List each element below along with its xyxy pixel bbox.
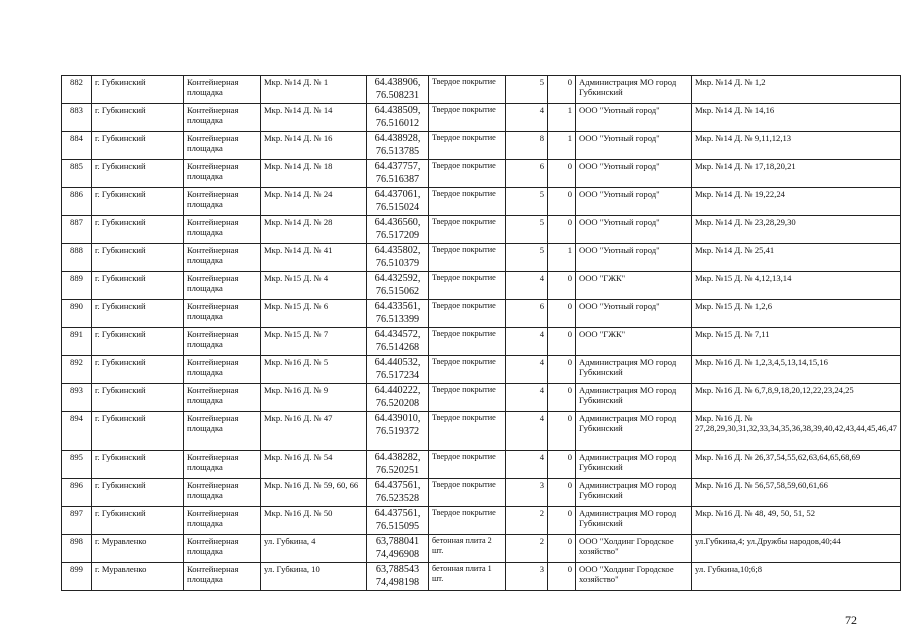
cell-bin-count: 0 <box>548 535 576 563</box>
latitude: 64.432592, <box>374 273 421 284</box>
cell-site-type: Контейнерная площадка <box>184 132 261 160</box>
cell-bin-count: 1 <box>548 104 576 132</box>
cell-city: г. Губкинский <box>92 244 184 272</box>
longitude: 76.513399 <box>375 313 420 325</box>
cell-container-count: 5 <box>506 244 548 272</box>
cell-container-count: 3 <box>506 563 548 591</box>
longitude: 76.516387 <box>375 173 420 185</box>
latitude: 63,788543 <box>375 564 420 575</box>
cell-served-addresses: Мкр. №15 Д. № 1,2,6 <box>692 300 901 328</box>
cell-bin-count: 0 <box>548 563 576 591</box>
cell-owner: Администрация МО город Губкинский <box>576 412 692 451</box>
page-number: 72 <box>845 613 857 627</box>
longitude: 76.520251 <box>375 464 420 476</box>
cell-city: г. Муравленко <box>92 563 184 591</box>
cell-bin-count: 0 <box>548 356 576 384</box>
cell-coordinates <box>367 479 429 507</box>
cell-number: 886 <box>62 188 92 216</box>
latitude: 64.437757, <box>374 161 421 172</box>
cell-number: 885 <box>62 160 92 188</box>
cell-address: Мкр. №14 Д. № 28 <box>261 216 367 244</box>
longitude: 76.510379 <box>375 257 420 269</box>
cell-container-count: 5 <box>506 216 548 244</box>
cell-city: г. Губкинский <box>92 300 184 328</box>
table-row <box>62 451 901 479</box>
cell-bin-count: 0 <box>548 412 576 451</box>
cell-owner: Администрация МО город Губкинский <box>576 507 692 535</box>
cell-owner: ООО "ГЖК" <box>576 272 692 300</box>
cell-bin-count: 0 <box>548 451 576 479</box>
cell-coordinates <box>367 272 429 300</box>
cell-container-count: 4 <box>506 104 548 132</box>
latitude: 64.438906, <box>374 77 421 88</box>
cell-owner: ООО "Уютный город" <box>576 300 692 328</box>
cell-address: Мкр. №16 Д. № 9 <box>261 384 367 412</box>
cell-coordinates <box>367 412 429 451</box>
cell-bin-count: 0 <box>548 160 576 188</box>
cell-site-type: Контейнерная площадка <box>184 188 261 216</box>
cell-owner: Администрация МО город Губкинский <box>576 451 692 479</box>
cell-served-addresses: Мкр. №16 Д. № 26,37,54,55,62,63,64,65,68,69 <box>692 451 901 479</box>
longitude: 76.514268 <box>375 341 420 353</box>
longitude: 76.515095 <box>375 520 420 532</box>
table-row <box>62 328 901 356</box>
cell-city: г. Губкинский <box>92 328 184 356</box>
longitude: 76.517234 <box>375 369 420 381</box>
cell-city: г. Губкинский <box>92 384 184 412</box>
cell-number: 887 <box>62 216 92 244</box>
cell-served-addresses: Мкр. №14 Д. № 19,22,24 <box>692 188 901 216</box>
cell-number: 893 <box>62 384 92 412</box>
cell-owner: ООО "Уютный город" <box>576 216 692 244</box>
cell-coordinates <box>367 535 429 563</box>
latitude: 64.434572, <box>374 329 421 340</box>
cell-owner: ООО "Уютный город" <box>576 104 692 132</box>
cell-address: Мкр. №16 Д. № 5 <box>261 356 367 384</box>
longitude: 74,496908 <box>375 548 420 560</box>
cell-number: 890 <box>62 300 92 328</box>
table-row <box>62 272 901 300</box>
cell-bin-count: 0 <box>548 300 576 328</box>
cell-number: 882 <box>62 76 92 104</box>
cell-surface: Твердое покрытие <box>429 384 506 412</box>
cell-coordinates <box>367 160 429 188</box>
latitude: 64.438282, <box>374 452 421 463</box>
cell-site-type: Контейнерная площадка <box>184 384 261 412</box>
cell-surface: Твердое покрытие <box>429 76 506 104</box>
cell-container-count: 4 <box>506 384 548 412</box>
cell-container-count: 2 <box>506 535 548 563</box>
cell-bin-count: 0 <box>548 328 576 356</box>
cell-address: Мкр. №14 Д. № 14 <box>261 104 367 132</box>
cell-surface: Твердое покрытие <box>429 479 506 507</box>
cell-number: 892 <box>62 356 92 384</box>
cell-address: Мкр. №16 Д. № 54 <box>261 451 367 479</box>
cell-city: г. Губкинский <box>92 507 184 535</box>
cell-surface: Твердое покрытие <box>429 216 506 244</box>
cell-owner: ООО "Уютный город" <box>576 188 692 216</box>
table-row <box>62 216 901 244</box>
cell-container-count: 6 <box>506 160 548 188</box>
table-row <box>62 356 901 384</box>
cell-served-addresses: Мкр. №14 Д. № 23,28,29,30 <box>692 216 901 244</box>
cell-container-count: 8 <box>506 132 548 160</box>
cell-served-addresses: Мкр. №14 Д. № 14,16 <box>692 104 901 132</box>
cell-surface: бетонная плита 1 шт. <box>429 563 506 591</box>
cell-bin-count: 1 <box>548 132 576 160</box>
cell-surface: Твердое покрытие <box>429 507 506 535</box>
cell-coordinates <box>367 300 429 328</box>
latitude: 64.438509, <box>374 105 421 116</box>
cell-bin-count: 0 <box>548 216 576 244</box>
cell-container-count: 4 <box>506 451 548 479</box>
cell-number: 895 <box>62 451 92 479</box>
cell-site-type: Контейнерная площадка <box>184 535 261 563</box>
cell-number: 896 <box>62 479 92 507</box>
latitude: 64.439010, <box>374 413 421 424</box>
table-row <box>62 563 901 591</box>
cell-site-type: Контейнерная площадка <box>184 216 261 244</box>
cell-bin-count: 0 <box>548 384 576 412</box>
cell-bin-count: 0 <box>548 76 576 104</box>
cell-surface: Твердое покрытие <box>429 104 506 132</box>
cell-coordinates <box>367 451 429 479</box>
cell-site-type: Контейнерная площадка <box>184 479 261 507</box>
cell-address: Мкр. №14 Д. № 41 <box>261 244 367 272</box>
cell-address: Мкр. №16 Д. № 50 <box>261 507 367 535</box>
cell-served-addresses: ул. Губкина,10;6;8 <box>692 563 901 591</box>
cell-surface: Твердое покрытие <box>429 188 506 216</box>
cell-surface: Твердое покрытие <box>429 412 506 451</box>
cell-owner: ООО "Холдинг Городское хозяйство" <box>576 535 692 563</box>
cell-container-count: 5 <box>506 188 548 216</box>
cell-address: Мкр. №14 Д. № 16 <box>261 132 367 160</box>
cell-address: Мкр. №15 Д. № 4 <box>261 272 367 300</box>
longitude: 76.515024 <box>375 201 420 213</box>
cell-owner: Администрация МО город Губкинский <box>576 76 692 104</box>
table-row <box>62 479 901 507</box>
cell-served-addresses: Мкр. №16 Д. № 1,2,3,4,5,13,14,15,16 <box>692 356 901 384</box>
longitude: 76.516012 <box>375 117 420 129</box>
cell-served-addresses: ул.Губкина,4; ул.Дружбы народов,40;44 <box>692 535 901 563</box>
latitude: 64.433561, <box>374 301 421 312</box>
cell-owner: ООО "Уютный город" <box>576 132 692 160</box>
cell-city: г. Губкинский <box>92 356 184 384</box>
table-body <box>62 76 901 591</box>
cell-address: Мкр. №16 Д. № 47 <box>261 412 367 451</box>
cell-served-addresses: Мкр. №15 Д. № 7,11 <box>692 328 901 356</box>
cell-coordinates <box>367 188 429 216</box>
cell-bin-count: 0 <box>548 188 576 216</box>
cell-city: г. Губкинский <box>92 479 184 507</box>
cell-city: г. Губкинский <box>92 272 184 300</box>
cell-address: Мкр. №14 Д. № 18 <box>261 160 367 188</box>
cell-coordinates <box>367 328 429 356</box>
table-row <box>62 188 901 216</box>
cell-container-count: 5 <box>506 76 548 104</box>
container-sites-table <box>61 75 901 591</box>
cell-number: 899 <box>62 563 92 591</box>
cell-number: 889 <box>62 272 92 300</box>
cell-site-type: Контейнерная площадка <box>184 328 261 356</box>
latitude: 64.436560, <box>374 217 421 228</box>
table-row <box>62 104 901 132</box>
cell-city: г. Губкинский <box>92 451 184 479</box>
longitude: 76.519372 <box>375 425 420 437</box>
cell-site-type: Контейнерная площадка <box>184 76 261 104</box>
cell-number: 883 <box>62 104 92 132</box>
latitude: 64.437561, <box>374 508 421 519</box>
cell-address: Мкр. №15 Д. № 6 <box>261 300 367 328</box>
cell-coordinates <box>367 76 429 104</box>
longitude: 76.513785 <box>375 145 420 157</box>
cell-bin-count: 0 <box>548 272 576 300</box>
cell-number: 888 <box>62 244 92 272</box>
cell-address: Мкр. №14 Д. № 24 <box>261 188 367 216</box>
table-row <box>62 412 901 451</box>
cell-city: г. Губкинский <box>92 188 184 216</box>
table-row <box>62 507 901 535</box>
cell-surface: Твердое покрытие <box>429 272 506 300</box>
cell-coordinates <box>367 356 429 384</box>
cell-city: г. Губкинский <box>92 104 184 132</box>
cell-served-addresses: Мкр. №14 Д. № 1,2 <box>692 76 901 104</box>
cell-site-type: Контейнерная площадка <box>184 451 261 479</box>
cell-container-count: 2 <box>506 507 548 535</box>
cell-city: г. Губкинский <box>92 216 184 244</box>
latitude: 64.440532, <box>374 357 421 368</box>
latitude: 63,788041 <box>375 536 420 547</box>
cell-owner: Администрация МО город Губкинский <box>576 479 692 507</box>
latitude: 64.440222, <box>374 385 421 396</box>
cell-city: г. Муравленко <box>92 535 184 563</box>
cell-served-addresses: Мкр. №16 Д. № 6,7,8,9,18,20,12,22,23,24,25 <box>692 384 901 412</box>
cell-site-type: Контейнерная площадка <box>184 104 261 132</box>
cell-served-addresses: Мкр. №16 Д. № 48, 49, 50, 51, 52 <box>692 507 901 535</box>
cell-container-count: 4 <box>506 412 548 451</box>
cell-address: ул. Губкина, 4 <box>261 535 367 563</box>
longitude: 76.515062 <box>375 285 420 297</box>
latitude: 64.435802, <box>374 245 421 256</box>
cell-served-addresses: Мкр. №14 Д. № 9,11,12,13 <box>692 132 901 160</box>
cell-coordinates <box>367 384 429 412</box>
cell-container-count: 3 <box>506 479 548 507</box>
table-row <box>62 76 901 104</box>
cell-city: г. Губкинский <box>92 160 184 188</box>
cell-surface: Твердое покрытие <box>429 160 506 188</box>
cell-owner: ООО "Уютный город" <box>576 160 692 188</box>
cell-coordinates <box>367 507 429 535</box>
table-row <box>62 384 901 412</box>
cell-site-type: Контейнерная площадка <box>184 507 261 535</box>
longitude: 76.523528 <box>375 492 420 504</box>
longitude: 76.517209 <box>375 229 420 241</box>
cell-surface: Твердое покрытие <box>429 244 506 272</box>
cell-number: 894 <box>62 412 92 451</box>
latitude: 64.437061, <box>374 189 421 200</box>
cell-container-count: 4 <box>506 328 548 356</box>
cell-number: 897 <box>62 507 92 535</box>
table-row <box>62 300 901 328</box>
cell-served-addresses: Мкр. №14 Д. № 25,41 <box>692 244 901 272</box>
cell-bin-count: 0 <box>548 479 576 507</box>
cell-served-addresses: Мкр. №16 Д. № 56,57,58,59,60,61,66 <box>692 479 901 507</box>
cell-owner: Администрация МО город Губкинский <box>576 384 692 412</box>
cell-city: г. Губкинский <box>92 76 184 104</box>
cell-surface: Твердое покрытие <box>429 356 506 384</box>
cell-served-addresses: Мкр. №14 Д. № 17,18,20,21 <box>692 160 901 188</box>
cell-address: Мкр. №15 Д. № 7 <box>261 328 367 356</box>
cell-city: г. Губкинский <box>92 412 184 451</box>
cell-address: Мкр. №16 Д. № 59, 60, 66 <box>261 479 367 507</box>
cell-surface: Твердое покрытие <box>429 300 506 328</box>
table-row <box>62 244 901 272</box>
cell-surface: Твердое покрытие <box>429 328 506 356</box>
cell-served-addresses: Мкр. №16 Д. № 27,28,29,30,31,32,33,34,35,36,38,39,40,42,43,44,45,46,47 <box>692 412 901 451</box>
cell-site-type: Контейнерная площадка <box>184 160 261 188</box>
cell-site-type: Контейнерная площадка <box>184 563 261 591</box>
cell-coordinates <box>367 132 429 160</box>
cell-coordinates <box>367 244 429 272</box>
cell-owner: Администрация МО город Губкинский <box>576 356 692 384</box>
cell-bin-count: 0 <box>548 507 576 535</box>
cell-coordinates <box>367 216 429 244</box>
cell-site-type: Контейнерная площадка <box>184 300 261 328</box>
longitude: 76.520208 <box>375 397 420 409</box>
cell-address: Мкр. №14 Д. № 1 <box>261 76 367 104</box>
cell-coordinates <box>367 104 429 132</box>
cell-address: ул. Губкина, 10 <box>261 563 367 591</box>
cell-container-count: 4 <box>506 272 548 300</box>
cell-container-count: 6 <box>506 300 548 328</box>
table-row <box>62 160 901 188</box>
longitude: 74,498198 <box>375 576 420 588</box>
cell-site-type: Контейнерная площадка <box>184 356 261 384</box>
table-row <box>62 535 901 563</box>
cell-site-type: Контейнерная площадка <box>184 272 261 300</box>
cell-owner: ООО "Холдинг Городское хозяйство" <box>576 563 692 591</box>
cell-number: 891 <box>62 328 92 356</box>
longitude: 76.508231 <box>375 89 420 101</box>
table-row <box>62 132 901 160</box>
cell-owner: ООО "ГЖК" <box>576 328 692 356</box>
cell-number: 898 <box>62 535 92 563</box>
cell-surface: Твердое покрытие <box>429 451 506 479</box>
cell-container-count: 4 <box>506 356 548 384</box>
cell-site-type: Контейнерная площадка <box>184 412 261 451</box>
latitude: 64.438928, <box>374 133 421 144</box>
cell-bin-count: 1 <box>548 244 576 272</box>
cell-city: г. Губкинский <box>92 132 184 160</box>
cell-site-type: Контейнерная площадка <box>184 244 261 272</box>
latitude: 64.437561, <box>374 480 421 491</box>
cell-number: 884 <box>62 132 92 160</box>
cell-surface: бетонная плита 2 шт. <box>429 535 506 563</box>
cell-served-addresses: Мкр. №15 Д. № 4,12,13,14 <box>692 272 901 300</box>
cell-owner: ООО "Уютный город" <box>576 244 692 272</box>
cell-coordinates <box>367 563 429 591</box>
cell-surface: Твердое покрытие <box>429 132 506 160</box>
